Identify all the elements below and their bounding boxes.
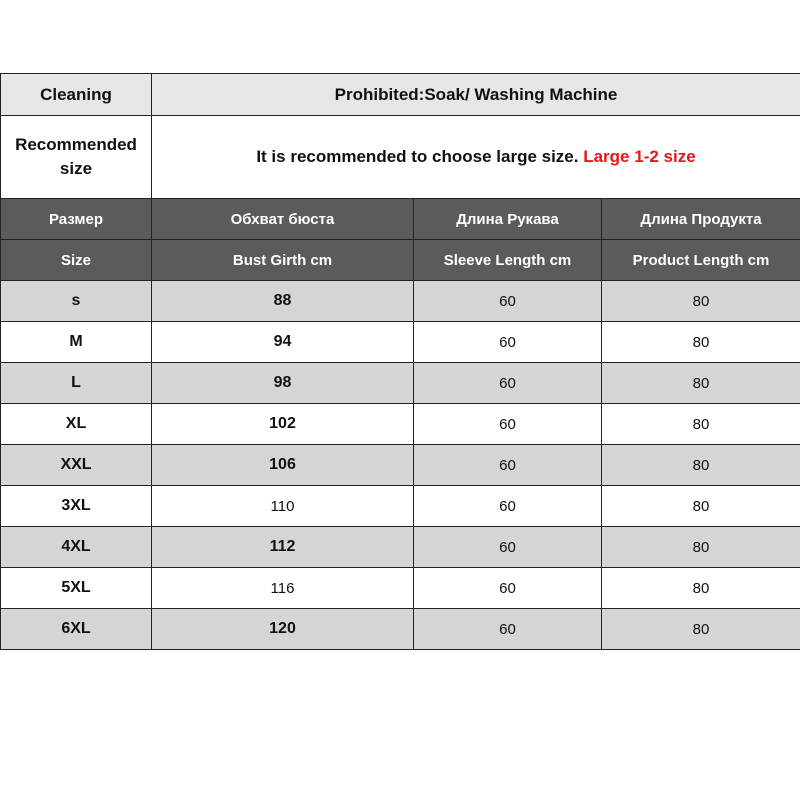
table-row bbox=[1, 363, 800, 404]
size-cell: XXL bbox=[1, 445, 152, 486]
header-row-ru bbox=[1, 199, 800, 240]
recommended-text: It is recommended to choose large size. bbox=[256, 147, 584, 166]
table-row bbox=[1, 281, 800, 322]
header-bust-ru: Обхват бюста bbox=[152, 199, 414, 240]
table-row bbox=[1, 486, 800, 527]
size-cell: XL bbox=[1, 404, 152, 445]
size-cell: 6XL bbox=[1, 609, 152, 650]
cleaning-label: Cleaning bbox=[1, 74, 152, 116]
length-cell: 80 bbox=[602, 445, 800, 486]
header-bust-en: Bust Girth cm bbox=[152, 240, 414, 281]
bust-cell: 110 bbox=[152, 486, 414, 527]
length-cell: 80 bbox=[602, 363, 800, 404]
bust-cell: 116 bbox=[152, 568, 414, 609]
size-cell: M bbox=[1, 322, 152, 363]
sleeve-cell: 60 bbox=[414, 322, 602, 363]
table-row bbox=[1, 609, 800, 650]
recommended-highlight: Large 1-2 size bbox=[583, 147, 696, 166]
bust-cell: 88 bbox=[152, 281, 414, 322]
length-cell: 80 bbox=[602, 486, 800, 527]
header-length-en: Product Length cm bbox=[602, 240, 800, 281]
bust-cell: 106 bbox=[152, 445, 414, 486]
bust-cell: 102 bbox=[152, 404, 414, 445]
recommended-label-line-2: size bbox=[59, 159, 93, 178]
cleaning-row bbox=[1, 74, 800, 116]
header-sleeve-ru: Длина Рукава bbox=[414, 199, 602, 240]
table-row bbox=[1, 568, 800, 609]
cleaning-value: Prohibited:Soak/ Washing Machine bbox=[152, 74, 800, 116]
recommended-row bbox=[1, 116, 800, 199]
sleeve-cell: 60 bbox=[414, 609, 602, 650]
bust-cell: 120 bbox=[152, 609, 414, 650]
sleeve-cell: 60 bbox=[414, 363, 602, 404]
length-cell: 80 bbox=[602, 281, 800, 322]
bust-cell: 112 bbox=[152, 527, 414, 568]
length-cell: 80 bbox=[602, 404, 800, 445]
length-cell: 80 bbox=[602, 568, 800, 609]
size-cell: 3XL bbox=[1, 486, 152, 527]
recommended-label-line-1: Recommended bbox=[15, 135, 137, 154]
size-cell: s bbox=[1, 281, 152, 322]
length-cell: 80 bbox=[602, 609, 800, 650]
header-sleeve-en: Sleeve Length cm bbox=[414, 240, 602, 281]
length-cell: 80 bbox=[602, 527, 800, 568]
size-cell: 4XL bbox=[1, 527, 152, 568]
recommended-value bbox=[152, 116, 800, 199]
header-size-en: Size bbox=[1, 240, 152, 281]
header-row-en bbox=[1, 240, 800, 281]
table-row bbox=[1, 322, 800, 363]
table-row bbox=[1, 445, 800, 486]
table-row bbox=[1, 527, 800, 568]
sleeve-cell: 60 bbox=[414, 404, 602, 445]
sleeve-cell: 60 bbox=[414, 445, 602, 486]
sleeve-cell: 60 bbox=[414, 568, 602, 609]
sleeve-cell: 60 bbox=[414, 281, 602, 322]
size-cell: 5XL bbox=[1, 568, 152, 609]
header-length-ru: Длина Продукта bbox=[602, 199, 800, 240]
length-cell: 80 bbox=[602, 322, 800, 363]
size-cell: L bbox=[1, 363, 152, 404]
sleeve-cell: 60 bbox=[414, 527, 602, 568]
size-table bbox=[0, 73, 800, 650]
header-size-ru: Размер bbox=[1, 199, 152, 240]
sleeve-cell: 60 bbox=[414, 486, 602, 527]
bust-cell: 98 bbox=[152, 363, 414, 404]
recommended-label bbox=[1, 116, 152, 199]
bust-cell: 94 bbox=[152, 322, 414, 363]
size-chart bbox=[0, 73, 800, 650]
table-row bbox=[1, 404, 800, 445]
